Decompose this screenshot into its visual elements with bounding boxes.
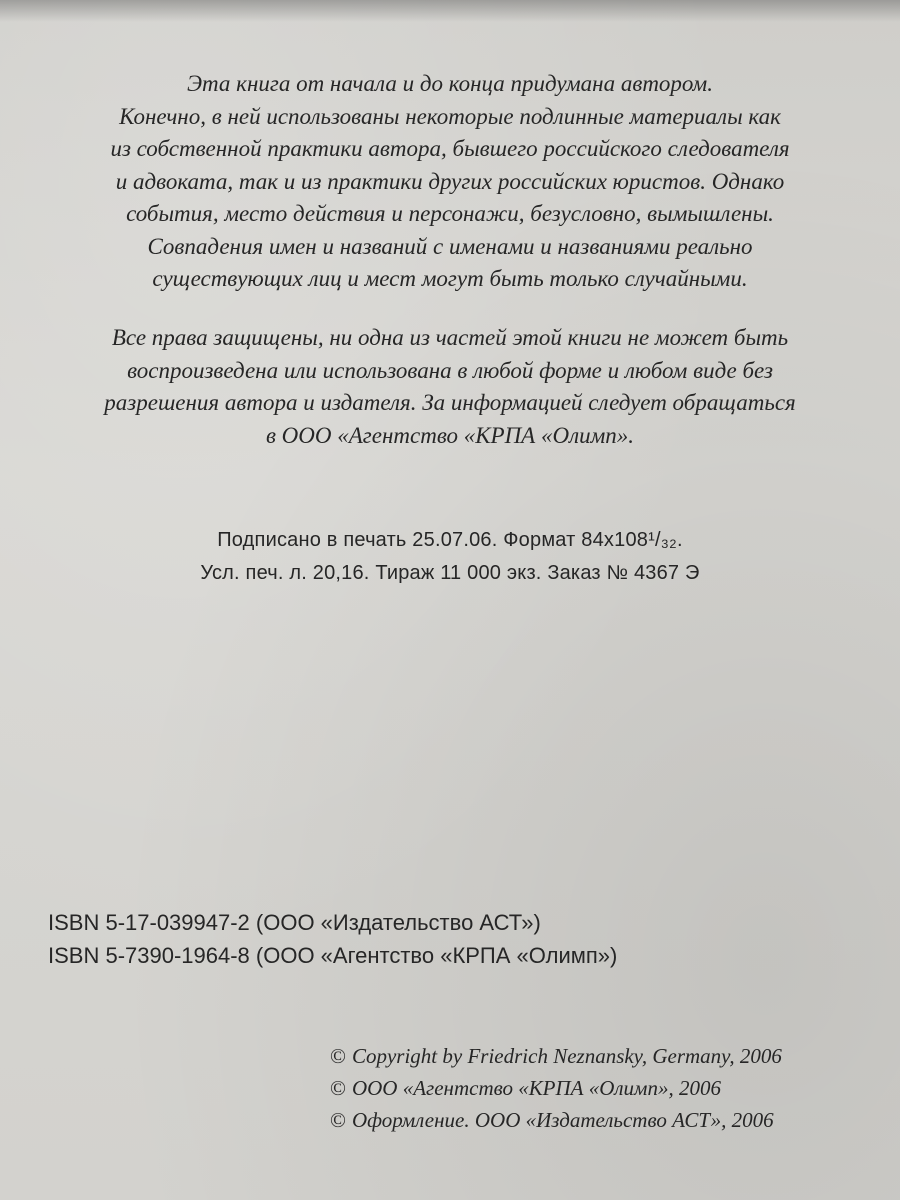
isbn-list bbox=[48, 906, 828, 972]
disclaimer-line: существующих лиц и мест могут быть только случайными. bbox=[152, 266, 748, 291]
copyright-author bbox=[330, 1040, 890, 1072]
copyright-symbol: © bbox=[330, 1044, 346, 1068]
isbn-olymp: ISBN 5-7390-1964-8 (ООО «Агентство «КРПА «Олимп») bbox=[48, 943, 618, 968]
copyright-author-text: Copyright by Friedrich Neznansky, Germany, 2006 bbox=[351, 1044, 782, 1068]
disclaimer-line: Эта книга от начала и до конца придумана автором. bbox=[186, 71, 713, 96]
disclaimer-line: из собственной практики автора, бывшего российского следователя bbox=[110, 136, 790, 161]
imprint-run-order: Усл. печ. л. 20,16. Тираж 11 000 экз. Заказ № 4367 Э bbox=[200, 562, 700, 584]
disclaimer-line: и адвоката, так и из практики других российских юристов. Однако bbox=[115, 168, 785, 194]
rights-line: Все права защищены, ни одна из частей этой книги не может быть bbox=[111, 325, 789, 350]
disclaimer-line: Конечно, в ней использованы некоторые подлинные материалы как bbox=[119, 103, 781, 129]
copyright-agency-text: ООО «Агентство «КРПА «Олимп», 2006 bbox=[351, 1076, 721, 1100]
rights-line: воспроизведена или использована в любой форме и любом виде без bbox=[127, 357, 773, 383]
page-top-shadow bbox=[0, 0, 900, 22]
copyright-symbol: © bbox=[330, 1076, 346, 1100]
disclaimer-line: события, место действия и персонажи, безусловно, вымышлены. bbox=[126, 201, 774, 226]
fiction-disclaimer bbox=[40, 68, 860, 296]
disclaimer-line: Совпадения имен и названий с именами и названиями реально bbox=[147, 233, 753, 259]
copyright-symbol: © bbox=[330, 1108, 346, 1132]
print-imprint bbox=[140, 524, 760, 590]
isbn-ast: ISBN 5-17-039947-2 (ООО «Издательство АСТ») bbox=[48, 910, 541, 935]
copyright-notices bbox=[330, 1040, 890, 1136]
copyright-design-text: Оформление. ООО «Издательство АСТ», 2006 bbox=[351, 1108, 774, 1132]
rights-line: разрешения автора и издателя. За информацией следует обращаться bbox=[104, 390, 796, 415]
copyright-agency bbox=[330, 1072, 890, 1104]
imprint-signed-format: Подписано в печать 25.07.06. Формат 84x108¹/₃₂. bbox=[217, 529, 683, 551]
copyright-design bbox=[330, 1104, 890, 1136]
rights-line: в ООО «Агентство «КРПА «Олимп». bbox=[265, 422, 635, 448]
rights-notice bbox=[40, 322, 860, 452]
